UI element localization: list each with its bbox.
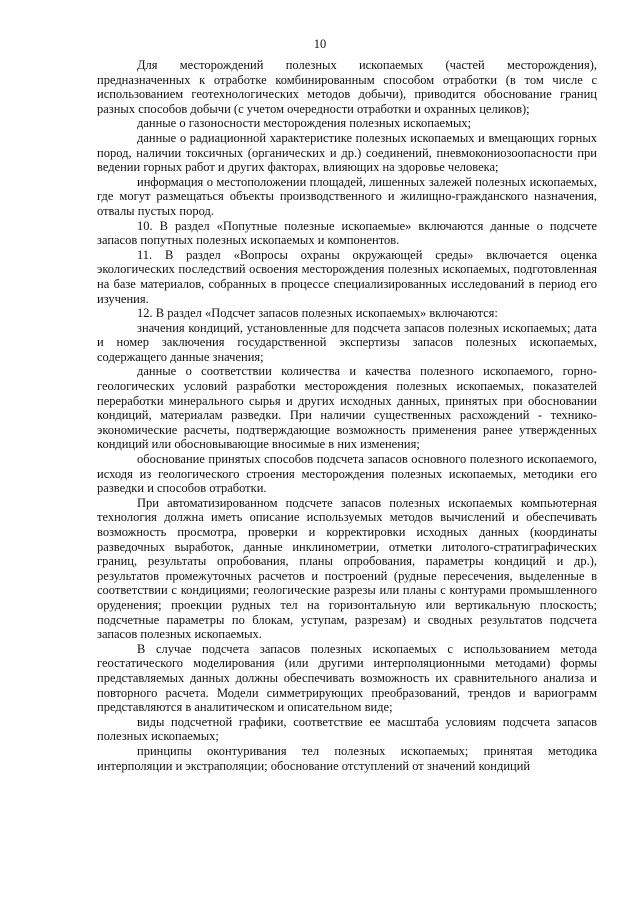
paragraph: обоснование принятых способов подсчета запасов основного полезного ископаемого, исходя из геологического строения месторождения полезных ископаемых, методики его разведки и способов отработки. — [97, 452, 597, 496]
paragraph: принципы оконтуривания тел полезных ископаемых; принятая методика интерполяции и экстраполяции; обоснование отступлений от значений кондиций — [97, 743, 597, 773]
paragraph: В случае подсчета запасов полезных ископаемых с использованием метода геостатического моделирования (или другими интерполяционными методами) формы представляемых данных должны обеспечивать возможность их сравнительного анализа и повторного расчета. Модели симметрирующих преобразований, трендов и вариограмм представляются в аналитическом и описательном виде; — [97, 641, 597, 715]
paragraph: значения кондиций, установленные для подсчета запасов полезных ископаемых; дата и номер заключения государственной экспертизы запасов полезных ископаемых, содержащего данные значения; — [97, 320, 597, 364]
paragraph: данные о газоносности месторождения полезных ископаемых; — [137, 116, 472, 131]
paragraph: данные о соответствии количества и качества полезного ископаемого, горно-геологических условий разработки месторождения полезных ископаемых, показателей переработки минерального сырья и других исходных данных, принятых при обосновании кондиций, материалам разведки. При наличии существенных расхождений - технико-экономические расчеты, подтверждающие возможность применения ранее утвержденных кондиций или обосновывающие вносимые в них изменения; — [97, 364, 597, 452]
paragraph: Для месторождений полезных ископаемых (частей месторождения), предназначенных к отработке комбинированным способом отработки (в том числе с использованием геотехнологических методов добычи), приводится обоснование границ разных способов добычи (с учетом очередности отработки и охранных целиков); — [97, 58, 597, 116]
paragraph: 11. В раздел «Вопросы охраны окружающей среды» включается оценка экологических последствий освоения месторождения полезных ископаемых, подготовленная на базе материалов, собранных в процессе специализированных исследований в период его изучения. — [97, 247, 597, 306]
document-body — [97, 58, 597, 773]
paragraph: 10. В раздел «Попутные полезные ископаемые» включаются данные о подсчете запасов попутных полезных ископаемых и компонентов. — [97, 218, 597, 248]
paragraph: виды подсчетной графики, соответствие ее масштаба условиям подсчета запасов полезных ископаемых; — [97, 714, 597, 744]
paragraph: информация о местоположении площадей, лишенных залежей полезных ископаемых, где могут размещаться объекты производственного и жилищно-гражданского назначения, отвалы пустых пород. — [97, 174, 597, 218]
page-number: 10 — [313, 37, 327, 51]
paragraph: данные о радиационной характеристике полезных ископаемых и вмещающих горных пород, наличии токсичных (органических и др.) соединений, пневмокониозоопасности при ведении горных работ и других факторах, влияющих на здоровье человека; — [97, 130, 597, 175]
paragraph: 12. В раздел «Подсчет запасов полезных ископаемых» включаются: — [137, 306, 498, 321]
paragraph: При автоматизированном подсчете запасов полезных ископаемых компьютерная технология должна иметь описание используемых методов вычислений и обеспечивать возможность просмотра, проверки и корректировки исходных данных (координаты разведочных выработок, данные инклинометрии, отметки литолого-стратиграфических границ, результаты опробования, планы опробования, параметры кондиций и др.), результатов промежуточных расчетов и построений (рудные пересечения, выделенные в соответствии с кондициями; геологические разрезы или планы с контурами промышленного оруденения; проекции рудных тел на горизонтальную или вертикальную плоскость; подсчетные параметры по блокам, уступам, разрезам) и сводных результатов подсчета запасов полезных ископаемых. — [97, 495, 597, 642]
